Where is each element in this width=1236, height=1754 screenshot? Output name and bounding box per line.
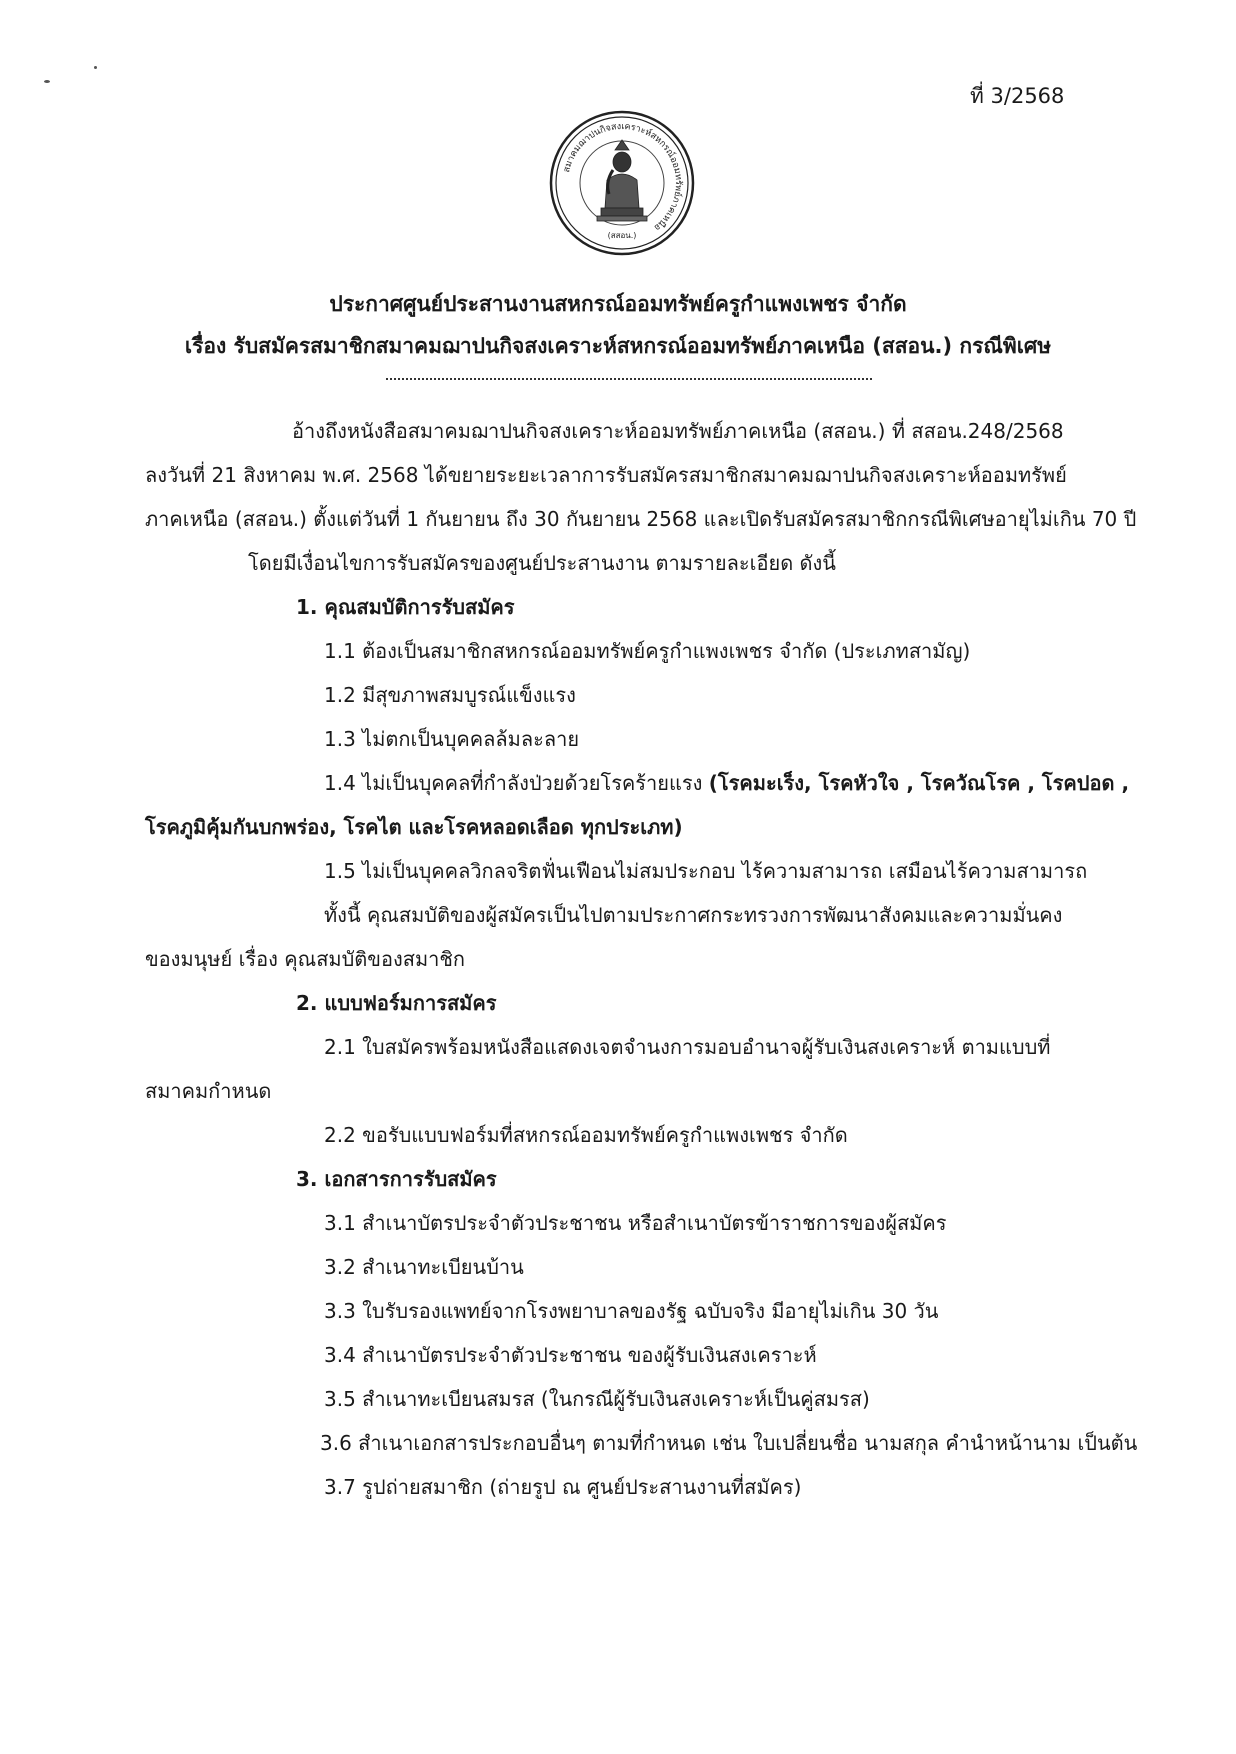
announcement-subject: เรื่อง รับสมัครสมาชิกสมาคมฌาปนกิจสงเคราะห์สหกรณ์ออมทรัพย์ภาคเหนือ (สสอน.) กรณีพิเศษ [184, 334, 1052, 358]
list-item: 3.3 ใบรับรองแพทย์จากโรงพยาบาลของรัฐ ฉบับจริง มีอายุไม่เกิน 30 วัน [324, 1299, 939, 1323]
scan-speck [44, 80, 50, 83]
seal-bottom-text: (สสอน.) [607, 231, 637, 240]
disease-list-continued: โรคภูมิคุ้มกันบกพร่อง, โรคไต และโรคหลอดเลือด ทุกประเภท) [145, 815, 683, 839]
seal-ring-text: สมาคมฌาปนกิจสงเคราะห์สหกรณ์ออมทรัพย์ภาคเหนือ [562, 121, 684, 233]
list-item: 3.5 สำเนาทะเบียนสมรส (ในกรณีผู้รับเงินสงเคราะห์เป็นคู่สมรส) [324, 1387, 870, 1411]
disease-list-text: (โรคมะเร็ง, โรคหัวใจ , โรควัณโรค , โรคปอด , [708, 771, 1130, 795]
section-heading: 2. แบบฟอร์มการสมัคร [296, 991, 497, 1015]
announcement-title: ประกาศศูนย์ประสานงานสหกรณ์ออมทรัพย์ครูกำแพงเพชร จำกัด [329, 292, 907, 316]
document-number: ที่ 3/2568 [970, 84, 1065, 108]
list-item: 2.1 ใบสมัครพร้อมหนังสือแสดงเจตจำนงการมอบอำนาจผู้รับเงินสงเคราะห์ ตามแบบที่ [324, 1035, 1051, 1059]
intro-line: อ้างถึงหนังสือสมาคมฌาปนกิจสงเคราะห์ออมทรัพย์ภาคเหนือ (สสอน.) ที่ สสอน.248/2568 [292, 419, 1064, 443]
list-item: 2.2 ขอรับแบบฟอร์มที่สหกรณ์ออมทรัพย์ครูกำแพงเพชร จำกัด [324, 1123, 848, 1147]
section-heading: 3. เอกสารการรับสมัคร [296, 1167, 497, 1191]
intro-line: ภาคเหนือ (สสอน.) ตั้งแต่วันที่ 1 กันยายน ถึง 30 กันยายน 2568 และเปิดรับสมัครสมาชิกกรณีพิเศษอายุไม่เกิน 70 ปี [145, 507, 1137, 531]
dotted-divider [386, 378, 872, 380]
intro-line: ลงวันที่ 21 สิงหาคม พ.ศ. 2568 ได้ขยายระยะเวลาการรับสมัครสมาชิกสมาคมฌาปนกิจสงเคราะห์ออมทรัพย์ [145, 463, 1067, 487]
intro-line: โดยมีเงื่อนไขการรับสมัครของศูนย์ประสานงาน ตามรายละเอียด ดังนี้ [248, 551, 836, 575]
list-item-continued: สมาคมกำหนด [145, 1079, 272, 1103]
list-item-text: 1.4 ไม่เป็นบุคคลที่กำลังป่วยด้วยโรคร้ายแรง [324, 771, 709, 795]
section-heading: 1. คุณสมบัติการรับสมัคร [296, 595, 515, 619]
list-item: 3.7 รูปถ่ายสมาชิก (ถ่ายรูป ณ ศูนย์ประสานงานที่สมัคร) [324, 1475, 802, 1499]
qualification-note: ทั้งนี้ คุณสมบัติของผู้สมัครเป็นไปตามประกาศกระทรวงการพัฒนาสังคมและความมั่นคง [324, 903, 1063, 927]
qualification-note: ของมนุษย์ เรื่อง คุณสมบัติของสมาชิก [145, 947, 466, 971]
list-item: 3.4 สำเนาบัตรประจำตัวประชาชน ของผู้รับเงินสงเคราะห์ [324, 1343, 817, 1367]
list-item: 3.2 สำเนาทะเบียนบ้าน [324, 1255, 524, 1279]
list-item: 3.1 สำเนาบัตรประจำตัวประชาชน หรือสำเนาบัตรข้าราชการของผู้สมัคร [324, 1211, 947, 1235]
list-item: 3.6 สำเนาเอกสารประกอบอื่นๆ ตามที่กำหนด เช่น ใบเปลี่ยนชื่อ นามสกุล คำนำหน้านาม เป็นต้น [320, 1431, 1138, 1455]
list-item: 1.5 ไม่เป็นบุคคลวิกลจริตฟั่นเฟือนไม่สมประกอบ ไร้ความสามารถ เสมือนไร้ความสามารถ [324, 859, 1088, 883]
list-item: 1.3 ไม่ตกเป็นบุคคลล้มละลาย [324, 727, 580, 751]
list-item: 1.2 มีสุขภาพสมบูรณ์แข็งแรง [324, 683, 576, 707]
scan-speck [94, 66, 97, 69]
list-item: 1.1 ต้องเป็นสมาชิกสหกรณ์ออมทรัพย์ครูกำแพงเพชร จำกัด (ประเภทสามัญ) [324, 639, 971, 663]
list-item [324, 769, 1129, 797]
association-seal-logo [549, 110, 695, 256]
